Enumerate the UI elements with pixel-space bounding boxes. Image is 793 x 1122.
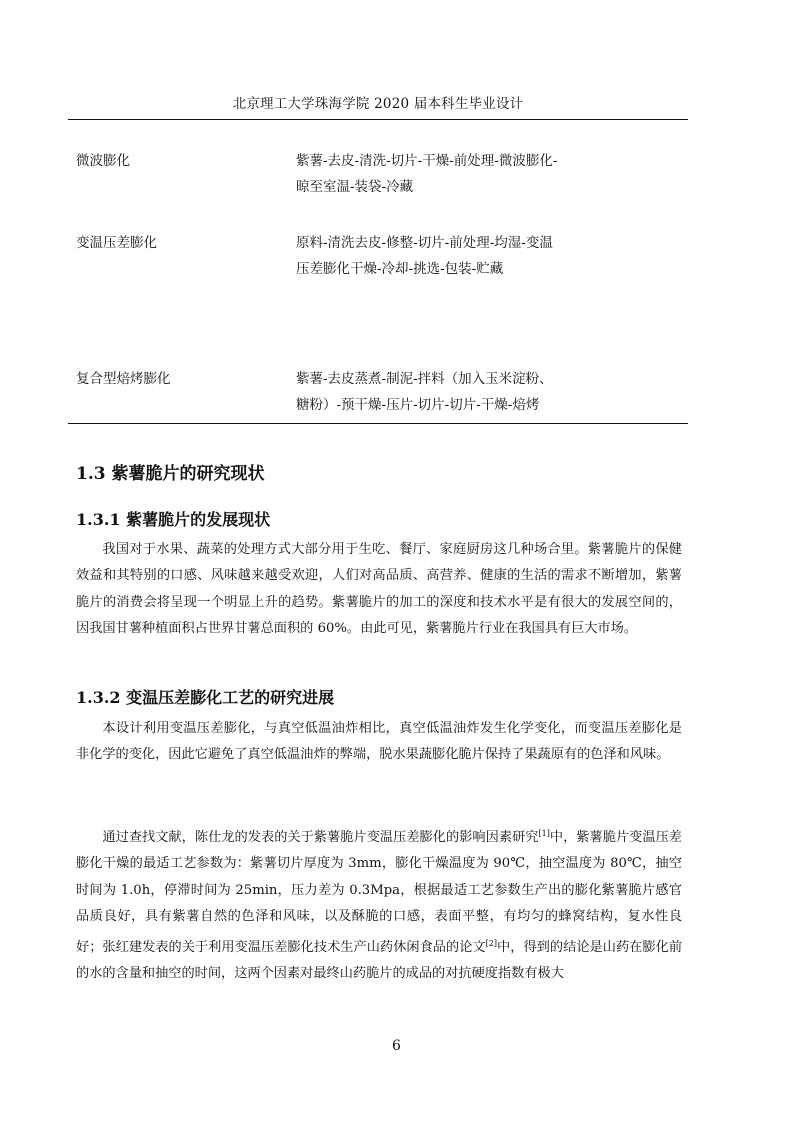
citation-ref-2: [2] [485,938,497,948]
page-number: 6 [392,1038,401,1054]
paragraph-development-status: 我国对于水果、蔬菜的处理方式大部分用于生吃、餐厅、家庭厨房这几种场合里。紫薯脆片的保健效益和其特别的口感、风味越来越受欢迎，人们对高品质、高营养、健康的生活的需求不断增加，紫薯脆片的消费会将呈现一个明显上升的趋势。紫薯脆片的加工的深度和技术水平是有很大的发展空间的，因我国甘薯种植面积占世界甘薯总面积的 60%。由此可见，紫薯脆片行业在我国具有巨大市场。 [76,542,682,637]
table-bottom-rule [68,423,688,424]
table-cell-method: 复合型焙烤膨化 [76,371,171,387]
paragraph-text: 通过查找文献，陈仕龙的发表的关于紫薯脆片变温压差膨化的影响因素研究 [102,830,539,845]
paragraph-process-intro: 本设计利用变温压差膨化，与真空低温油炸相比，真空低温油炸发生化学变化，而变温压差膨化是非化学的变化，因此它避免了真空低温油炸的弊端，脱水果蔬膨化脆片保持了果蔬原有的色泽和风味。 [76,721,682,763]
section-heading-1-3-1: 1.3.1 紫薯脆片的发展现状 [76,510,271,529]
paragraph-text: 中，紫薯脆片变温压差膨化干燥的最适工艺参数为：紫薯切片厚度为 3mm，膨化干燥温度为 90℃，抽空温度为 80℃，抽空时间为 1.0h，停滞时间为 25min，压力差为 0.3Mpa，根据最适工艺参数生产出的膨化紫薯脆片感官品质良好，具有紫薯自然的色泽和风味，以及酥脆的口感，表面平整，有均匀的蜂窝结构，复水性良好；张红建发表的关于利用变温压差膨化技术生产山药休闲食品的论文 [76,830,682,955]
section-heading-1-3-2: 1.3.2 变温压差膨化工艺的研究进展 [76,688,335,707]
section-heading-1-3: 1.3 紫薯脆片的研究现状 [76,464,265,484]
table-cell-process: 紫薯-去皮-清洗-切片-干燥-前处理-微波膨化-晾至室温-装袋-冷藏 [296,153,558,195]
table-cell-process: 紫薯-去皮蒸煮-制泥-拌料（加入玉米淀粉、糖粉）-预干燥-压片-切片-切片-干燥-焙烤 [296,371,553,413]
paragraph-literature-review [76,821,682,987]
table-cell-method: 微波膨化 [76,153,130,169]
table-cell-process: 原料-清洗去皮-修整-切片-前处理-均湿-变温压差膨化干燥-冷却-挑选-包装-贮藏 [296,235,553,277]
page-header: 北京理工大学珠海学院 2020 届本科生毕业设计 [232,96,524,112]
paragraph-text: 中，得到的结论是山药在膨化前的水的含量和抽空的时间，这两个因素对最终山药脆片的成品的对抗硬度指数有极大 [76,939,683,982]
process-table [68,120,688,423]
table-cell-method: 变温压差膨化 [76,235,157,251]
citation-ref-1: [1] [538,829,550,838]
